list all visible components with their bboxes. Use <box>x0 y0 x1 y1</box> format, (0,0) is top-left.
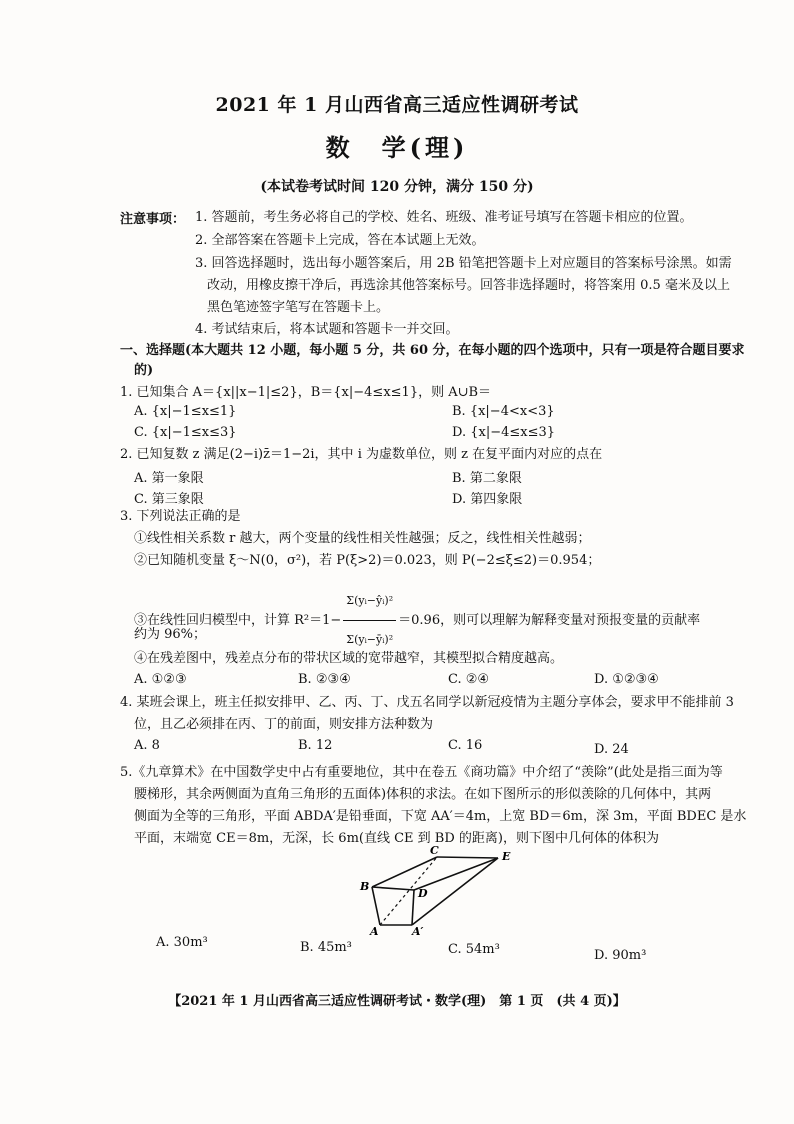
section-heading-line2: 的) <box>134 363 154 378</box>
edge-ac-hidden <box>380 857 437 925</box>
vertex-label-a-prime: A′ <box>412 925 424 938</box>
q1-option-c: C. {x|−1≤x≤3} <box>134 425 237 440</box>
q1-option-a: A. {x|−1≤x≤1} <box>134 404 237 419</box>
notice-item-3-cont1: 改动，用橡皮擦干净后，再选涂其他答案标号。回答非选择题时，将答案用 0.5 毫米及以上 <box>207 278 730 293</box>
edge-ba <box>372 887 380 925</box>
q3-statement-1: ①线性相关系数 r 越大，两个变量的线性相关性越强；反之，线性相关性越弱； <box>134 531 591 546</box>
q3-statement-2: ②已知随机变量 ξ～N(0，σ²)，若 P(ξ>2)＝0.023，则 P(−2≤ξ≤2)＝0.954； <box>134 553 601 568</box>
notice-item-4: 4. 考试结束后，将本试题和答题卡一并交回。 <box>195 322 459 337</box>
exam-subject: 数 学(理) <box>325 133 469 162</box>
page-footer: 【2021 年 1 月山西省高三适应性调研考试・数学(理) 第 1 页 (共 4 页)】 <box>168 994 626 1009</box>
q3-stem: 3. 下列说法正确的是 <box>120 509 241 524</box>
q5-option-d: D. 90m³ <box>594 948 647 963</box>
q5-option-a: A. 30m³ <box>156 935 208 950</box>
notice-item-3: 3. 回答选择题时，选出每小题答案后，用 2B 铅笔把答题卡上对应题目的答案标号涂黑。如需 <box>195 256 732 271</box>
q3-s3-prefix: ③在线性回归模型中，计算 R²＝1− <box>134 613 342 628</box>
edge-bd <box>372 887 414 890</box>
q4-option-a: A. 8 <box>134 738 160 753</box>
q3-option-d: D. ①②③④ <box>594 672 659 687</box>
q3-fraction-numerator: Σ(yᵢ−ŷᵢ)² <box>343 582 396 621</box>
q5-solid-figure <box>350 845 540 940</box>
vertex-label-c: C <box>430 845 439 857</box>
q1-stem: 1. 已知集合 A＝{x||x−1|≤2}，B＝{x|−4≤x≤1}，则 A∪B＝ <box>120 385 492 400</box>
q5-line4: 平面，末端宽 CE＝8m，无深，长 6m(直线 CE 到 BD 的距离)，则下图中几何体的体积为 <box>134 831 659 846</box>
section-heading-line1: 一、选择题(本大题共 12 小题，每小题 5 分，共 60 分，在每小题的四个选项中，只有一项是符合题目要求 <box>120 343 745 358</box>
edge-bc <box>372 857 437 887</box>
q3-statement-3-cont: 约为 96%； <box>134 627 207 642</box>
q2-option-b: B. 第二象限 <box>452 471 522 486</box>
q2-option-a: A. 第一象限 <box>134 471 204 486</box>
vertex-label-b: B <box>360 880 370 893</box>
vertex-label-d: D <box>418 887 428 900</box>
q3-s3-suffix: ＝0.96，则可以理解为解释变量对预报变量的贡献率 <box>398 613 701 628</box>
notice-item-1: 1. 答题前，考生务必将自己的学校、姓名、班级、准考证号填写在答题卡相应的位置。 <box>195 210 693 225</box>
edge-de <box>414 858 498 890</box>
q5-line3: 侧面为全等的三角形，平面 ABDA′是铅垂面，下宽 AA′＝4m，上宽 BD＝6m，深 3m，平面 BDEC 是水 <box>134 809 747 824</box>
edge-da2 <box>412 890 414 925</box>
q3-fraction-denominator: Σ(yᵢ−ȳᵢ)² <box>346 633 394 646</box>
edge-ce <box>437 857 498 858</box>
q5-line1: 5.《九章算术》在中国数学史中占有重要地位，其中在卷五《商功篇》中介绍了“羡除”(此处是指三面为等 <box>120 765 723 780</box>
q4-option-c: C. 16 <box>448 738 483 753</box>
exam-time-note: (本试卷考试时间 120 分钟，满分 150 分) <box>260 179 534 195</box>
q4-line2: 位，且乙必须排在丙、丁的前面，则安排方法种数为 <box>134 717 434 732</box>
notice-item-2: 2. 全部答案在答题卡上完成，答在本试题上无效。 <box>195 233 485 248</box>
notice-label: 注意事项： <box>120 212 186 227</box>
notice-item-3-cont2: 黑色笔迹签字笔写在答题卡上。 <box>207 300 390 315</box>
q3-statement-4: ④在残差图中，残差点分布的带状区域的宽带越窄，其模型拟合精度越高。 <box>134 651 564 666</box>
q3-option-a: A. ①②③ <box>134 672 187 687</box>
q1-option-b: B. {x|−4<x<3} <box>452 404 555 419</box>
q4-option-d: D. 24 <box>594 742 629 757</box>
q5-option-c: C. 54m³ <box>448 942 500 957</box>
q4-line1: 4. 某班会课上，班主任拟安排甲、乙、丙、丁、戊五名同学以新冠疫情为主题分享体会，要求甲不能排前 3 <box>120 695 734 710</box>
q2-option-c: C. 第三象限 <box>134 492 204 507</box>
q3-statement-3 <box>134 582 700 659</box>
q5-line2: 腰梯形，其余两侧面为直角三角形的五面体)体积的求法。在如下图所示的形似羡除的几何体中，其两 <box>134 787 712 802</box>
q4-option-b: B. 12 <box>298 738 333 753</box>
vertex-label-e: E <box>502 850 511 863</box>
q2-stem: 2. 已知复数 z 满足(2−i)z̄＝1−2i，其中 i 为虚数单位，则 z 在复平面内对应的点在 <box>120 447 603 462</box>
q5-option-b: B. 45m³ <box>300 940 352 955</box>
exam-title: 2021 年 1 月山西省高三适应性调研考试 <box>215 94 579 116</box>
q3-fraction <box>343 582 396 659</box>
q1-option-d: D. {x|−4≤x≤3} <box>452 425 556 440</box>
vertex-label-a: A <box>370 925 379 938</box>
q2-option-d: D. 第四象限 <box>452 492 523 507</box>
q3-option-c: C. ②④ <box>448 672 490 687</box>
q3-option-b: B. ②③④ <box>298 672 351 687</box>
